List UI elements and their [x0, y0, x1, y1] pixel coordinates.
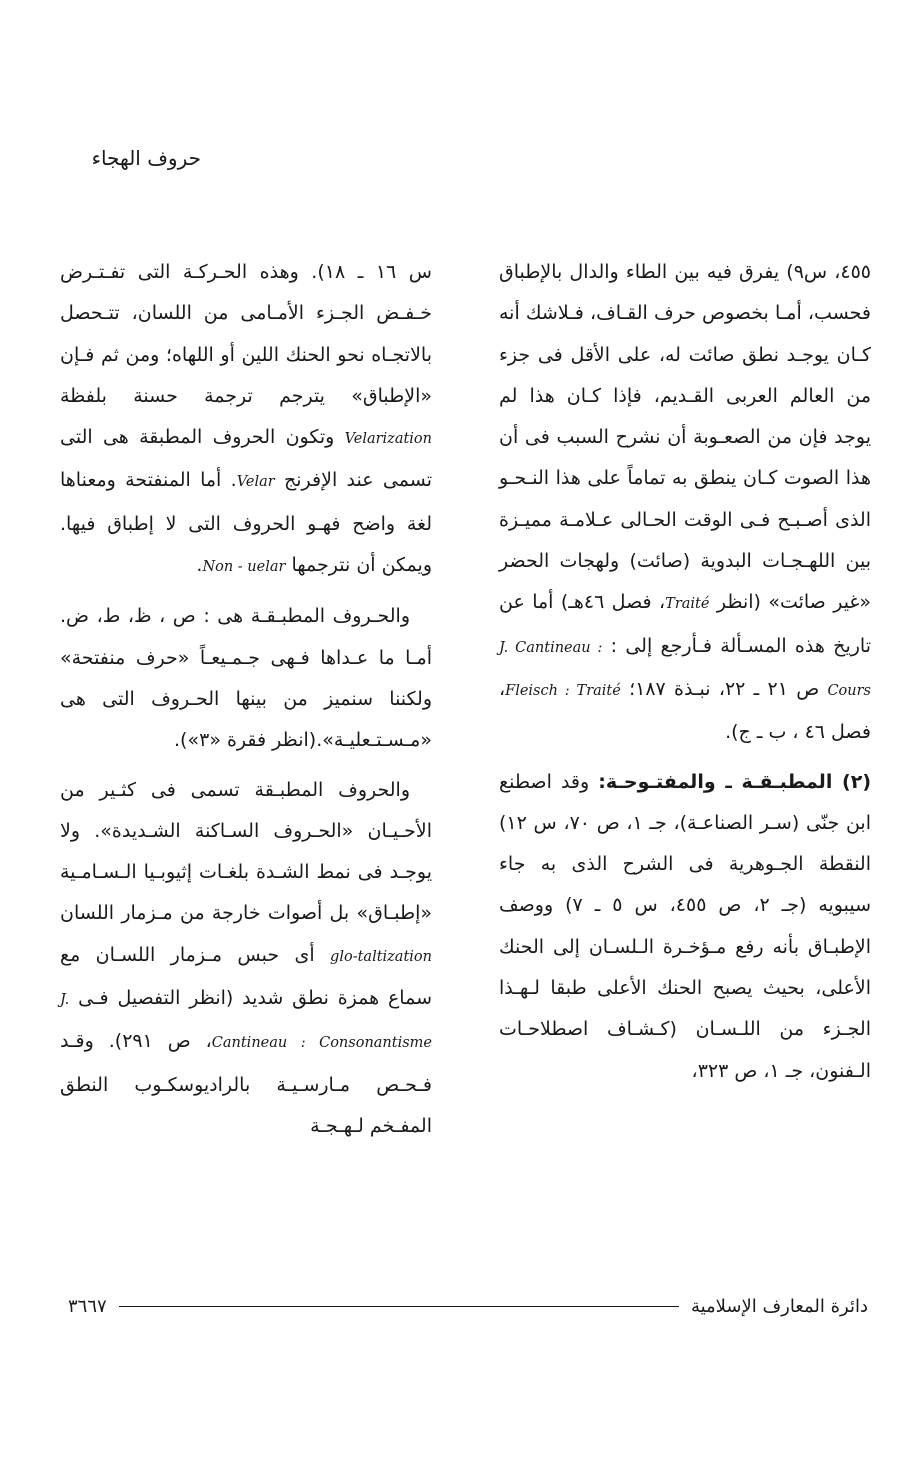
latin-term: Non - uelar: [202, 559, 286, 576]
text-run: وتكون الحروف المطبقة هى التى تسمى عند الإفرنج: [60, 426, 432, 492]
text-run: أى حبس مـزمار اللسـان مع سماع همزة نطق شديد (انظر التفصيل فـى: [60, 943, 432, 1010]
section-heading: (٢) المطبـقـة ـ والمفتـوحـة:: [598, 770, 871, 793]
text-run: .: [196, 554, 203, 577]
section-paragraph: [499, 762, 871, 1092]
paragraph: [499, 252, 871, 754]
paragraph: [60, 770, 432, 1148]
paragraph: [60, 596, 432, 761]
journal-name: دائرة المعارف الإسلامية: [690, 1296, 868, 1317]
right-column: [499, 252, 871, 1092]
page-footer: [68, 1296, 868, 1317]
latin-term: J. Cantineau : Consonantisme: [60, 992, 432, 1052]
running-header-title: حروف الهجاء: [91, 146, 201, 170]
text-run: والحروف المطبـقة تسمى فى كثـير من الأحـيـان «الحـروف السـاكنة الشـديدة». ولا يوجـد فى نمط الشـدة بلغـات إثيوبـيا الـسـامـية «إطبـاق» بل أصوات خارجة من مـزمار اللسان: [60, 778, 432, 925]
latin-term: Velarization: [344, 431, 432, 448]
text-run: س ١٦ ـ ١٨). وهذه الحـركـة التى تفـتـرض خـفـض الجـزء الأمـامى من اللسان، تتـحصل بالاتجـاه نحو الحنك اللين أو اللهاه؛ ومن ثم فـإن «الإطباق» يترجم ترجمة حسنة بلفظة: [60, 261, 432, 407]
latin-term: Velar: [236, 474, 275, 491]
latin-term: Traité: [665, 596, 710, 613]
text-run: ٤٥٥، س٩) يفرق فيه بين الطاء والدال بالإطباق فحسب، أمـا بخصوص حرف القـاف، فـلاشك أنه كـان يوجـد نطق صائت له، على الأقل فى جزء من العالم العربى القـديم، فإذا كـان هذا لم يوجد فإن من الصعـوبة أن نشرح السبب فى أن هذا الصوت كـان ينطق به تماماً على هذا النـحـو الذى أصـبـح فـى الوقت الحـالى عـلامـة مميـزة بين اللهـجـات البدوية (صائت) ولهجات الحضر «غير صائت» (انظر: [499, 261, 871, 614]
page-number: ٣٦٦٧: [68, 1296, 107, 1317]
paragraph: [60, 252, 432, 588]
text-run: ، فصل ٤٦ ، ب ـ ج).: [499, 677, 871, 744]
latin-term: Fleisch : Traité: [505, 682, 621, 699]
text-run: وقد اصطنع ابن جنّى (سـر الصناعـة)، جـ ١، ص ٧٠، س ١٢) النقطة الجـوهرية فى الشرح الذى به جاء سيبويه (جـ ٢، ص ٤٥٥، س ٥ ـ ٧) ووصف الإطبـاق بأنه رفع مـؤخـرة الـلسـان إلى الحنك الأعلى، بحيث يصبح الحنك الأعلى طبقا لـهـذا الجـزء من اللـسـان (كـشـاف اصطلاحـات الـفنون، جـ ١، ص ٣٢٣،: [499, 770, 872, 1082]
latin-term: J. Cantineau : Cours: [499, 639, 871, 699]
text-run: . أما المنفتحة ومعناها لغة واضح فهـو الحروف التى لا إطباق فيها. ويمكن أن نترجمها: [60, 469, 432, 577]
text-run: والحـروف المطبـقـة هى : ص ، ظ، ط، ض. أمـا ما عـداها فـهى جـمـيعـاً «حرف منفتحة» ولكننا سنميز من بينها الحـروف التى هى «مـسـتـعليـة».(انظر فقرة «٣»).: [60, 605, 432, 752]
latin-term: glo-taltization: [330, 948, 432, 965]
text-run: ص ٢١ ـ ٢٢، نبـذة ١٨٧؛: [620, 677, 828, 700]
left-column: [60, 252, 432, 1147]
text-run: ، ص ٢٩١). وقـد فـحـص مـارسـيـة بالراديوسكـوب النطق المفـخم لـهـجـة: [60, 1030, 432, 1137]
footer-rule: [119, 1306, 679, 1307]
text-run: ، فصل ٤٦هـ) أما عن تاريخ هذه المسـألة فـأرجع إلى :: [499, 591, 871, 657]
